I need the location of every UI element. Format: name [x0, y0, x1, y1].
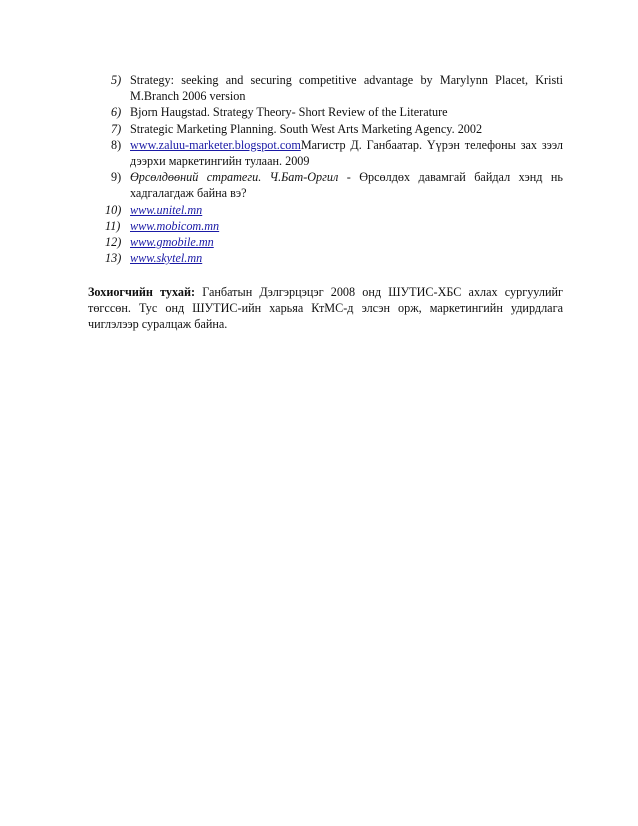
reference-text: Магистр Д. Ганбаатар. Үүрэн телефоны зах зээл дээрхи маркетингийн тулаан. 2009	[130, 137, 563, 169]
reference-number: 5)	[111, 73, 122, 87]
reference-title-italic: Өрсөлдөөний стратеги. Ч.Бат-Оргил	[130, 170, 339, 185]
reference-number: 9)	[111, 170, 122, 185]
reference-number: 13)	[105, 251, 122, 266]
reference-number: 8)	[111, 137, 122, 152]
reference-number: 11)	[105, 218, 121, 233]
reference-text: Strategy: seeking and securing competitive advantage by Marylynn Placet, Kristi M.Branch 2006 version	[130, 73, 563, 104]
reference-number: 6)	[111, 105, 122, 120]
reference-item-13	[88, 250, 563, 266]
reference-text: - Өрсөлдөх давамгай байдал хэнд нь хадгалагдаж байна вэ?	[130, 170, 563, 201]
reference-text: Strategic Marketing Planning. South West Arts Marketing Agency. 2002	[130, 121, 483, 136]
reference-item-6	[88, 104, 563, 120]
author-text: Ганбатын Дэлгэрцэцэг 2008 онд ШУТИС-ХБС ахлах сургуулийг төгссөн. Тус онд ШУТИС-ийн харьяа КтМС-д элсэн орж, маркетингийн удирдлага чиглэлээр суралцаж байна.	[88, 285, 563, 332]
reference-link[interactable]: www.gmobile.mn	[130, 235, 214, 250]
reference-link[interactable]: www.zaluu-marketer.blogspot.com	[130, 137, 301, 152]
reference-number: 7)	[111, 121, 122, 136]
reference-item-12	[88, 234, 563, 250]
reference-link[interactable]: www.mobicom.mn	[130, 218, 220, 233]
author-paragraph	[88, 284, 563, 333]
reference-item-9	[88, 169, 563, 201]
reference-text: Bjorn Haugstad. Strategy Theory- Short Review of the Literature	[130, 105, 448, 120]
reference-number: 12)	[105, 235, 122, 250]
reference-link[interactable]: www.skytel.mn	[130, 251, 203, 266]
reference-item-8	[88, 137, 563, 169]
reference-number: 10)	[105, 202, 122, 217]
reference-item-11	[88, 218, 563, 234]
author-label: Зохиогчийн тухай:	[88, 285, 196, 299]
reference-link[interactable]: www.unitel.mn	[130, 202, 203, 217]
reference-item-5	[88, 72, 563, 104]
reference-list	[88, 72, 563, 266]
reference-item-7	[88, 121, 563, 137]
reference-item-10	[88, 202, 563, 218]
